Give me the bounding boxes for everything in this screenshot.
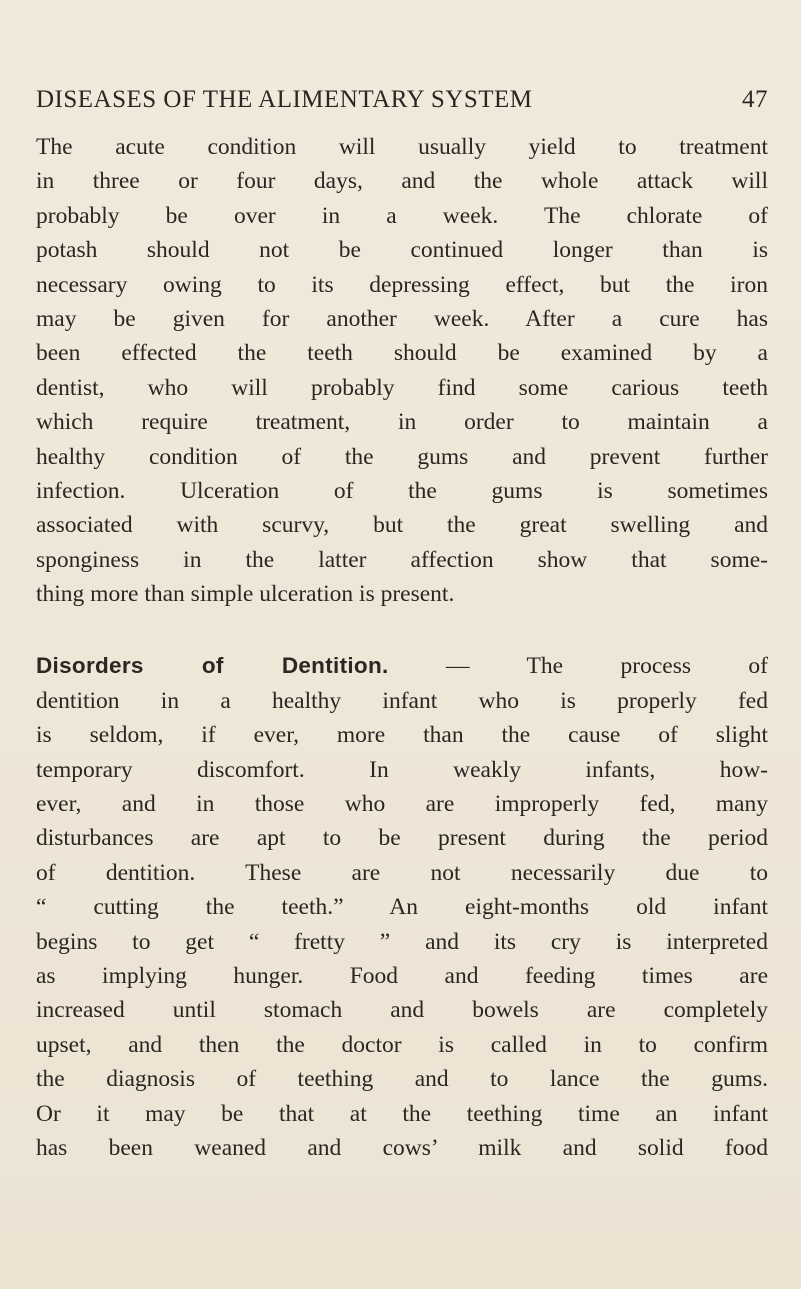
text-line: has been weaned and cows’ milk and solid food	[36, 1134, 768, 1161]
text-line: associated with scurvy, but the great swelling and	[36, 512, 768, 539]
text-line: the diagnosis of teething and to lance the gums.	[36, 1066, 768, 1093]
text-line: Or it may be that at the teething time an infant	[36, 1100, 768, 1127]
text-line: in three or four days, and the whole attack will	[36, 168, 768, 195]
text-line: potash should not be continued longer than is	[36, 237, 768, 264]
text-line: probably be over in a week. The chlorate of	[36, 202, 768, 229]
text-line: upset, and then the doctor is called in to confirm	[36, 1031, 768, 1058]
text-line	[36, 649, 768, 683]
text-line: of dentition. These are not necessarily due to	[36, 859, 768, 886]
running-head-title: DISEASES OF THE ALIMENTARY SYSTEM	[36, 86, 533, 113]
running-head	[36, 86, 768, 122]
paragraph-gap	[36, 611, 768, 649]
text-line: sponginess in the latter affection show that some-	[36, 546, 768, 573]
text-line: as implying hunger. Food and feeding times are	[36, 962, 768, 989]
text-line: healthy condition of the gums and prevent further	[36, 443, 768, 470]
text-line: begins to get “ fretty ” and its cry is interpreted	[36, 928, 768, 955]
body-text	[36, 130, 768, 1165]
text-line: dentist, who will probably find some carious teeth	[36, 374, 768, 401]
text-line: thing more than simple ulceration is present.	[36, 581, 455, 608]
text-line: increased until stomach and bowels are completely	[36, 997, 768, 1024]
heading-line-rest: — The process of	[388, 653, 768, 680]
paragraph-acute-condition	[36, 130, 768, 611]
page-number: 47	[742, 86, 768, 113]
text-line: The acute condition will usually yield to treatment	[36, 134, 768, 160]
paragraph-disorders-of-dentition	[36, 649, 768, 1165]
text-line: been effected the teeth should be examined by a	[36, 340, 768, 367]
text-line: infection. Ulceration of the gums is sometimes	[36, 477, 768, 504]
text-line: disturbances are apt to be present during the period	[36, 825, 768, 852]
text-line: may be given for another week. After a cure has	[36, 305, 768, 332]
text-line: is seldom, if ever, more than the cause of slight	[36, 722, 768, 749]
section-heading: Disorders of Dentition.	[36, 653, 389, 679]
text-line: dentition in a healthy infant who is properly fed	[36, 687, 768, 714]
text-line: which require treatment, in order to maintain a	[36, 409, 768, 436]
text-line: ever, and in those who are improperly fed, many	[36, 791, 768, 818]
text-line: temporary discomfort. In weakly infants, how-	[36, 756, 768, 783]
text-line: necessary owing to its depressing effect, but the iron	[36, 271, 768, 298]
text-line: “ cutting the teeth.” An eight-months old infant	[36, 894, 768, 921]
